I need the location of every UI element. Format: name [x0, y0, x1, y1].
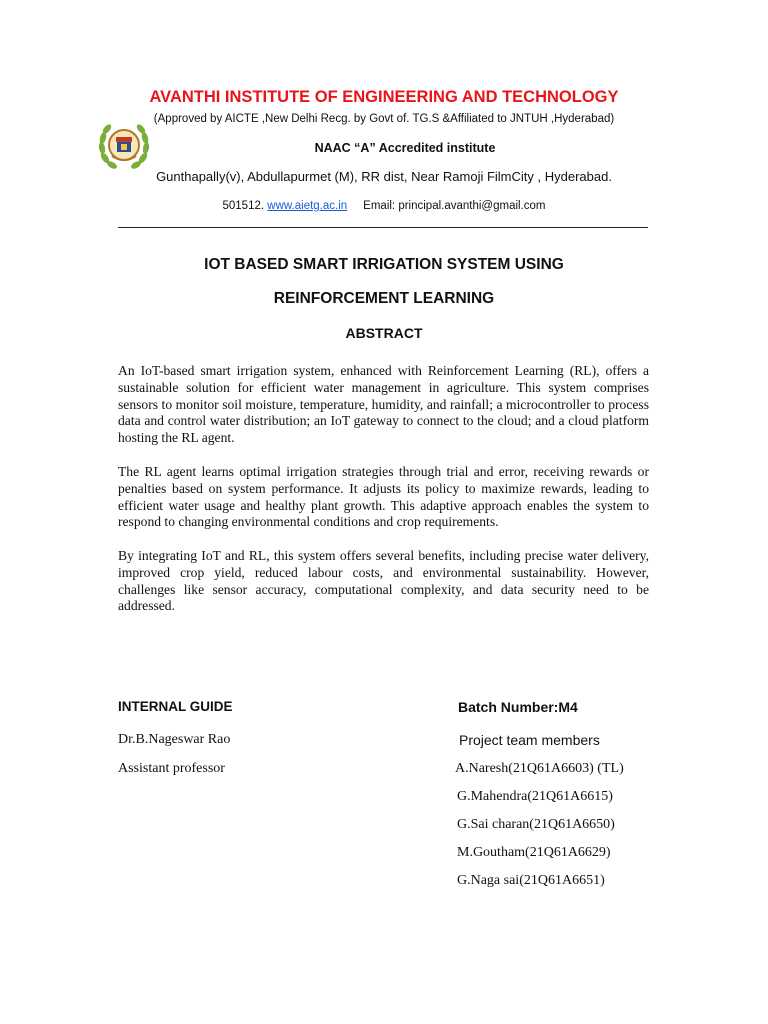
internal-guide-heading: INTERNAL GUIDE [118, 699, 233, 714]
guide-name: Dr.B.Nageswar Rao [118, 732, 231, 747]
team-member: G.Mahendra(21Q61A6615) [457, 789, 613, 804]
abstract-paragraph: The RL agent learns optimal irrigation strategies through trial and error, receiving rewards or penalties based on system performance. It adjusts its policy to maximize rewards, leading to efficient water usage and healthy plant growth. This adaptive approach enables the system to respond to changing environmental conditions and crop requirements. [118, 464, 649, 530]
batch-number: Batch Number:M4 [458, 699, 578, 715]
abstract-heading: ABSTRACT [345, 325, 423, 341]
project-title-line-2: REINFORCEMENT LEARNING [273, 290, 495, 307]
naac-accreditation: NAAC “A” Accredited institute [314, 141, 496, 155]
team-member: G.Sai charan(21Q61A6650) [457, 817, 615, 832]
contact-line [0, 200, 768, 212]
header-divider [118, 227, 648, 228]
guide-designation: Assistant professor [118, 761, 225, 776]
team-member: M.Goutham(21Q61A6629) [457, 845, 611, 860]
email-text: Email: principal.avanthi@gmail.com [363, 200, 546, 212]
team-members-heading: Project team members [459, 732, 600, 748]
institute-address: Gunthapally(v), Abdullapurmet (M), RR dist, Near Ramoji FilmCity , Hyderabad. [156, 169, 612, 184]
pincode: 501512. [222, 200, 265, 212]
approval-line: (Approved by AICTE ,New Delhi Recg. by Govt of. TG.S &Affiliated to JNTUH ,Hyderabad) [153, 113, 615, 125]
abstract-paragraph: By integrating IoT and RL, this system offers several benefits, including precise water delivery, improved crop yield, reduced labour costs, and environmental sustainability. However, challenges like sensor accuracy, computational complexity, and data security need to be addressed. [118, 548, 649, 614]
project-title-line-1: IOT BASED SMART IRRIGATION SYSTEM USING [204, 256, 564, 273]
team-member: G.Naga sai(21Q61A6651) [457, 873, 605, 888]
website-link[interactable]: www.aietg.ac.in [267, 200, 348, 212]
institute-name: AVANTHI INSTITUTE OF ENGINEERING AND TECHNOLOGY [149, 88, 619, 106]
team-member: A.Naresh(21Q61A6603) (TL) [455, 761, 624, 776]
abstract-paragraph: An IoT-based smart irrigation system, enhanced with Reinforcement Learning (RL), offers a sustainable solution for efficient water management in agriculture. This system comprises sensors to monitor soil moisture, temperature, humidity, and rainfall; a microcontroller to process data and control water distribution; an IoT gateway to connect to the cloud; and a cloud platform hosting the RL agent. [118, 363, 649, 446]
college-emblem-icon [96, 118, 152, 174]
